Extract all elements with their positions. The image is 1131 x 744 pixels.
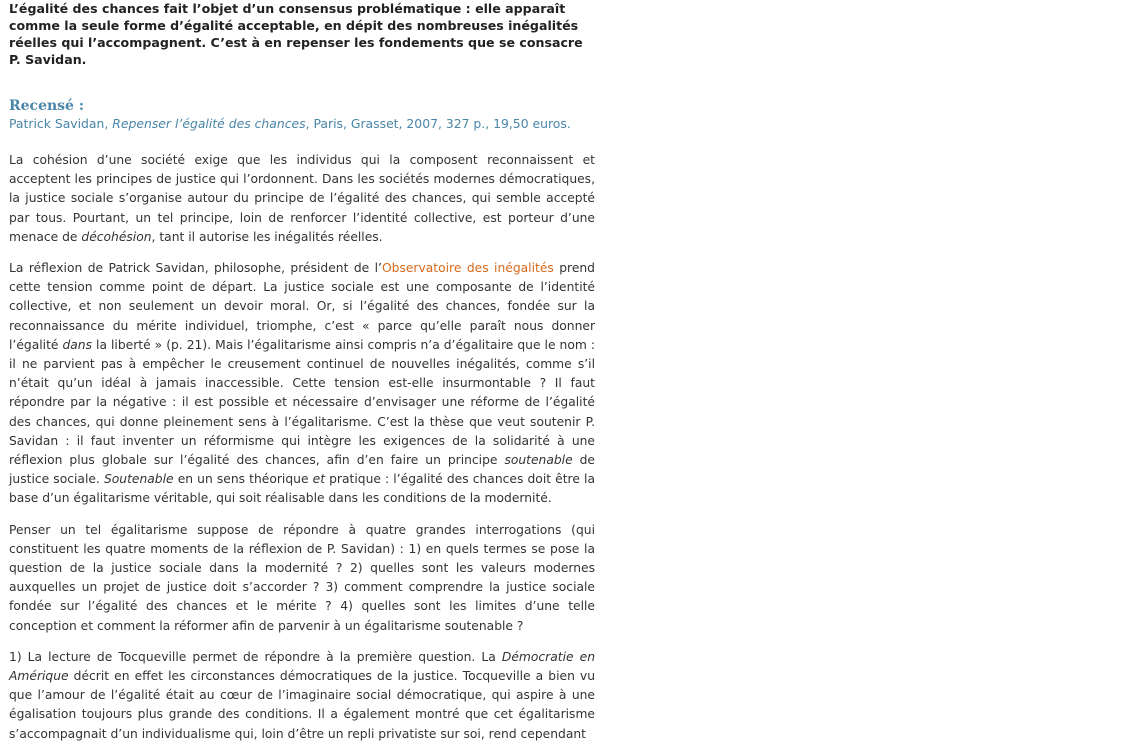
text: La cohésion d’une société exige que les individus qui la composent reconnaissent et acceptent les principes de justice qui l’ordonnent. Dans les sociétés modernes démocratiques, la justice sociale s’organise autour du principe de l’égalité des chances, qui semble accepté par tous. Pourtant, un tel principe, loin de renforcer l’identité collective, est porteur d’une menace de [9,153,595,244]
emphasis: Démocratie en Amérique [9,649,595,684]
book-details: , Paris, Grasset, 2007, 327 p., 19,50 euros. [305,116,571,131]
emphasis: Soutenable [103,472,174,487]
text: de justice sociale. [9,453,596,487]
text: pratique : l’égalité des chances doit être la base d’un égalitarisme véritable, qui soit réalisable dans les conditions de la modernité. [9,472,595,506]
article-column [9,0,595,744]
text: , tant il autorise les inégalités réelles. [151,229,383,244]
text: La réflexion de Patrick Savidan, philosophe, président de l’ [9,261,382,276]
emphasis: dans [62,337,93,352]
paragraph-4 [9,648,595,744]
book-reference [9,115,595,133]
observatoire-link[interactable]: Observatoire des inégalités [381,261,554,276]
text: décrit en effet les circonstances démocratiques de la justice. Tocqueville a bien vu que l’amour de l’égalité était au cœur de l’imaginaire social démocratique, qui aspire à une égalisation toujours plus grande des conditions. Il a également montré que cet égalitarisme s’accompagnait d’un individualisme qui, loin d’être un repli privatiste sur soi, rend cependant [9,669,595,741]
paragraph-1 [9,151,595,247]
text: en un sens théorique [173,472,313,487]
article-lede: L’égalité des chances fait l’objet d’un consensus problématique : elle apparaît comme la seule forme d’égalité acceptable, en dépit des nombreuses inégalités réelles qui l’accompagnent. C’est à en repenser les fondements que se consacre P. Savidan. [9,1,583,67]
text: la liberté » (p. 21). Mais l’égalitarisme ainsi compris n’a d’égalitaire que le nom : il ne parvient pas à empêcher le creusement continuel de nouvelles inégalités, comme s’il n’était qu’un idéal à jamais inaccessible. Cette tension est-elle insurmontable ? Il faut répondre par la négative : il est possible et nécessaire d’envisager une réforme de l’égalité des chances, qui donne pleinement sens à l’égalitarisme. C’est la thèse que veut soutenir P. Savidan : il faut inventer un réformisme qui intègre les exigences de la solidarité à une réflexion plus globale sur l’égalité des chances, afin d’en faire un principe [9,337,595,468]
book-author: Patrick Savidan, [9,116,113,131]
emphasis: décohésion [81,229,152,244]
emphasis: soutenable [504,453,573,468]
paragraph-2 [9,259,595,509]
book-title: Repenser l’égalité des chances [112,116,306,131]
review-heading: Recensé : [9,98,84,114]
text: prend cette tension comme point de départ. La justice sociale est une composante de l’identité collective, et non seulement un devoir moral. Or, si l’égalité des chances, fondée sur la reconnaissance du mérite individuel, triomphe, c’est « parce qu’elle paraît nous donner l’égalité [9,261,595,352]
paragraph-3: Penser un tel égalitarisme suppose de répondre à quatre grandes interrogations (qui constituent les quatre moments de la réflexion de P. Savidan) : 1) en quels termes se pose la question de la justice sociale dans la modernité ? 2) quelles sont les valeurs modernes auxquelles un projet de justice doit s’accorder ? 3) comment comprendre la justice sociale fondée sur l’égalité des chances et le mérite ? 4) quelles sont les limites d’une telle conception et comment la réformer afin de parvenir à un égalitarisme soutenable ? [9,522,595,633]
text: 1) La lecture de Tocqueville permet de répondre à la première question. La [9,649,502,664]
emphasis: et [312,472,326,487]
